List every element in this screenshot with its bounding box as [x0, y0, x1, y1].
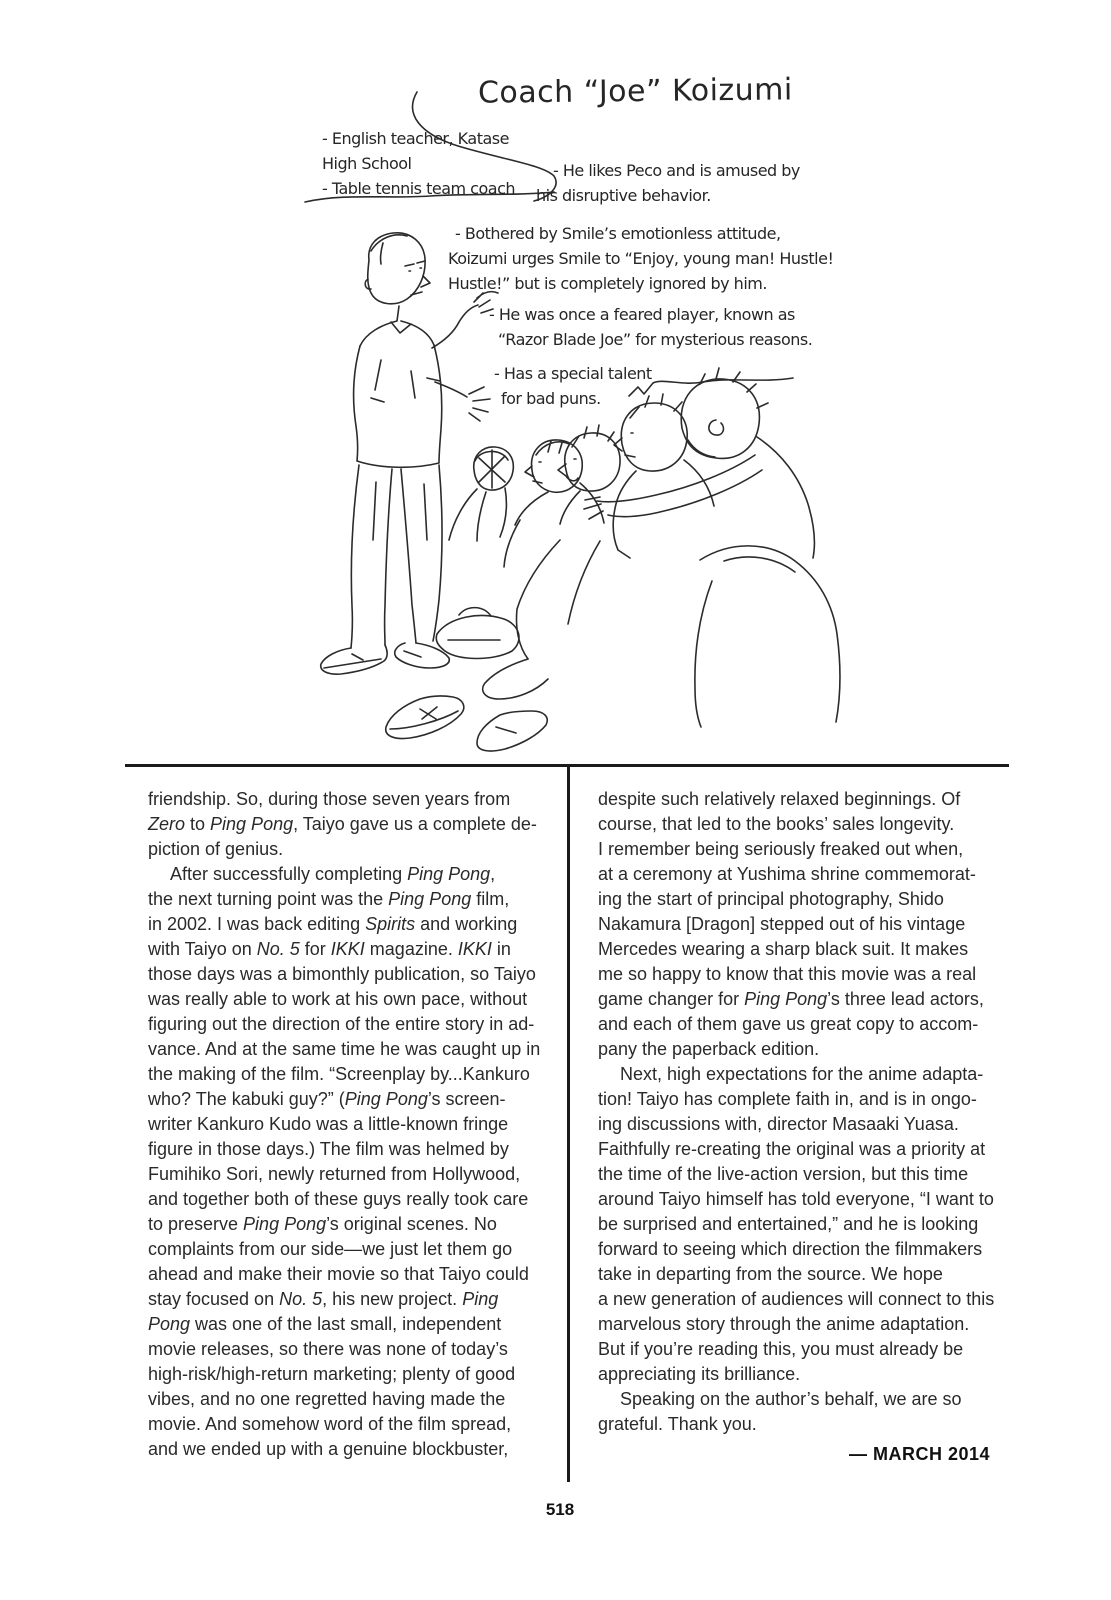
annotation-line: “Razor Blade Joe” for mysterious reasons. — [498, 330, 813, 349]
text-line: ing the start of principal photography, Shido — [598, 889, 944, 909]
annotation-line: High School — [322, 154, 412, 173]
byline: — MARCH 2014 — [848, 1444, 990, 1464]
text-line: ing discussions with, director Masaaki Yuasa. — [598, 1114, 959, 1134]
text-line: in 2002. I was back editing Spirits and working — [148, 914, 518, 934]
text-line: was really able to work at his own pace, without — [148, 989, 528, 1009]
annotation-razor-blade-joe — [489, 302, 812, 352]
text-line: the making of the film. “Screenplay by...Kankuro — [148, 1064, 530, 1084]
text-line: game changer for Ping Pong’s three lead actors, — [598, 989, 984, 1009]
text-line: marvelous story through the anime adaptation. — [598, 1314, 970, 1334]
text-line: writer Kankuro Kudo was a little-known fringe — [148, 1114, 509, 1134]
text-line: me so happy to know that this movie was a real — [598, 964, 977, 984]
text-line: Nakamura [Dragon] stepped out of his vintage — [598, 914, 966, 934]
column-divider-rule — [567, 766, 570, 1482]
annotation-line: - Has a special talent — [494, 364, 652, 383]
text-line: Mercedes wearing a sharp black suit. It makes — [598, 939, 969, 959]
text-line: figuring out the direction of the entire story in ad- — [148, 1014, 535, 1034]
text-line: movie releases, so there was none of today’s — [148, 1339, 508, 1359]
text-line: with Taiyo on No. 5 for IKKI magazine. IKKI in — [148, 939, 511, 959]
text-line: those days was a bimonthly publication, so Taiyo — [148, 964, 536, 984]
coach-figure — [321, 233, 519, 674]
text-line: at a ceremony at Yushima shrine commemorat- — [598, 864, 976, 884]
annotation-bothered-by-smile — [448, 221, 833, 296]
text-line: high-risk/high-return marketing; plenty of good — [148, 1364, 516, 1384]
annotation-line: for bad puns. — [501, 389, 601, 408]
text-line: figure in those days.) The film was helmed by — [148, 1139, 509, 1159]
text-line: Next, high expectations for the anime adapta- — [620, 1064, 984, 1084]
text-line: be surprised and entertained,” and he is looking — [598, 1214, 979, 1234]
text-line: Pong was one of the last small, independent — [148, 1314, 502, 1334]
annotation-line: - He likes Peco and is amused by — [553, 161, 800, 180]
boys-figures — [386, 368, 840, 751]
text-line: a new generation of audiences will connect to this — [598, 1289, 995, 1309]
text-line: Zero to Ping Pong, Taiyo gave us a complete de- — [148, 814, 537, 834]
text-line: After successfully completing Ping Pong, — [170, 864, 496, 884]
right-column — [598, 787, 1003, 1437]
annotation-line: - Bothered by Smile’s emotionless attitude, — [455, 224, 781, 243]
text-line: course, that led to the books’ sales longevity. — [598, 814, 955, 834]
text-line: vance. And at the same time he was caught up in — [148, 1039, 541, 1059]
annotation-line: - Table tennis team coach — [322, 179, 516, 198]
annotation-line: Koizumi urges Smile to “Enjoy, young man! Hustle! — [448, 249, 834, 268]
annotation-line: his disruptive behavior. — [536, 186, 711, 205]
text-line: friendship. So, during those seven years from — [148, 789, 511, 809]
text-line: grateful. Thank you. — [598, 1414, 757, 1434]
text-line: stay focused on No. 5, his new project. Ping — [148, 1289, 499, 1309]
text-line: and each of them gave us great copy to accom- — [598, 1014, 979, 1034]
left-column — [148, 787, 553, 1462]
annotation-line: - He was once a feared player, known as — [489, 305, 795, 324]
text-line: Faithfully re-creating the original was a priority at — [598, 1139, 986, 1159]
text-line: appreciating its brilliance. — [598, 1364, 801, 1384]
text-line: Fumihiko Sori, newly returned from Hollywood, — [148, 1164, 521, 1184]
page-number: 518 — [545, 1500, 575, 1519]
annotation-line: Hustle!” but is completely ignored by him. — [448, 274, 767, 293]
text-line: vibes, and no one regretted having made the — [148, 1389, 506, 1409]
text-line: and we ended up with a genuine blockbuster, — [148, 1439, 509, 1459]
text-line: and together both of these guys really took care — [148, 1189, 529, 1209]
text-line: complaints from our side—we just let them go — [148, 1239, 513, 1259]
text-line: piction of genius. — [148, 839, 284, 859]
text-line: Speaking on the author’s behalf, we are so — [620, 1389, 962, 1409]
text-line: pany the paperback edition. — [598, 1039, 820, 1059]
text-line: tion! Taiyo has complete faith in, and is in ongo- — [598, 1089, 977, 1109]
page-title: Coach “Joe” Koizumi — [477, 72, 793, 111]
text-line: take in departing from the source. We hope — [598, 1264, 943, 1284]
annotation-likes-peco — [536, 158, 800, 208]
text-line: the time of the live-action version, but this time — [598, 1164, 969, 1184]
text-line: who? The kabuki guy?” (Ping Pong’s screen- — [148, 1089, 506, 1109]
text-line: movie. And somehow word of the film spread, — [148, 1414, 512, 1434]
text-line: around Taiyo himself has told everyone, “I want to — [598, 1189, 994, 1209]
text-line: ahead and make their movie so that Taiyo could — [148, 1264, 529, 1284]
text-line: I remember being seriously freaked out when, — [598, 839, 964, 859]
text-line: despite such relatively relaxed beginnings. Of — [598, 789, 961, 809]
text-line: forward to seeing which direction the filmmakers — [598, 1239, 983, 1259]
annotation-bad-puns — [494, 361, 652, 411]
annotation-line: - English teacher, Katase — [322, 129, 509, 148]
text-line: But if you’re reading this, you must already be — [598, 1339, 964, 1359]
text-line: to preserve Ping Pong’s original scenes. No — [148, 1214, 497, 1234]
text-line: the next turning point was the Ping Pong film, — [148, 889, 510, 909]
annotation-teacher — [322, 126, 515, 201]
